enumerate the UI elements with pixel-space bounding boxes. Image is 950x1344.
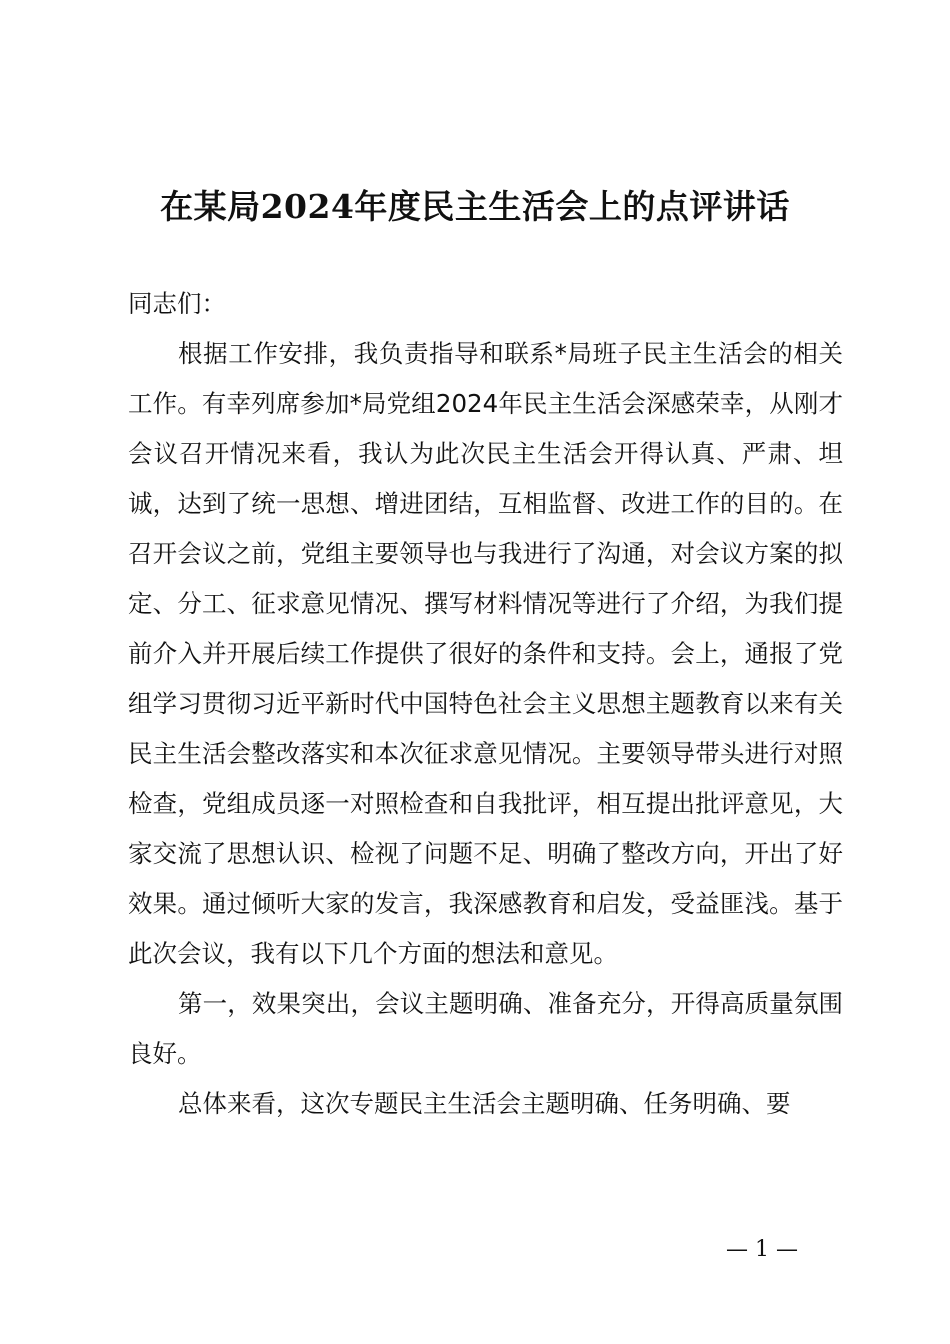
page-number: — 1 — xyxy=(726,1237,798,1262)
document-body xyxy=(128,279,843,1129)
salutation: 同志们： xyxy=(128,289,226,318)
paragraph-point-one: 第一，效果突出，会议主题明确、准备充分，开得高质量氛围良好。 xyxy=(128,989,843,1068)
paragraph-intro: 根据工作安排，我负责指导和联系*局班子民主生活会的相关工作。有幸列席参加*局党组2024年民主生活会深感荣幸，从刚才会议召开情况来看，我认为此次民主生活会开得认真、严肃、坦诚，达到了统一思想、增进团结，互相监督、改进工作的目的。在召开会议之前，党组主要领导也与我进行了沟通，对会议方案的拟定、分工、征求意见情况、撰写材料情况等进行了介绍，为我们提前介入并开展后续工作提供了很好的条件和支持。会上，通报了党组学习贯彻习近平新时代中国特色社会主义思想主题教育以来有关民主生活会整改落实和本次征求意见情况。主要领导带头进行对照检查，党组成员逐一对照检查和自我批评，相互提出批评意见，大家交流了思想认识、检视了问题不足、明确了整改方向，开出了好效果。通过倾听大家的发言，我深感教育和启发，受益匪浅。基于此次会议，我有以下几个方面的想法和意见。 xyxy=(128,339,843,968)
paragraph-overview: 总体来看，这次专题民主生活会主题明确、任务明确、要 xyxy=(178,1089,791,1118)
document-title: 在某局2024年度民主生活会上的点评讲话 xyxy=(160,187,790,226)
